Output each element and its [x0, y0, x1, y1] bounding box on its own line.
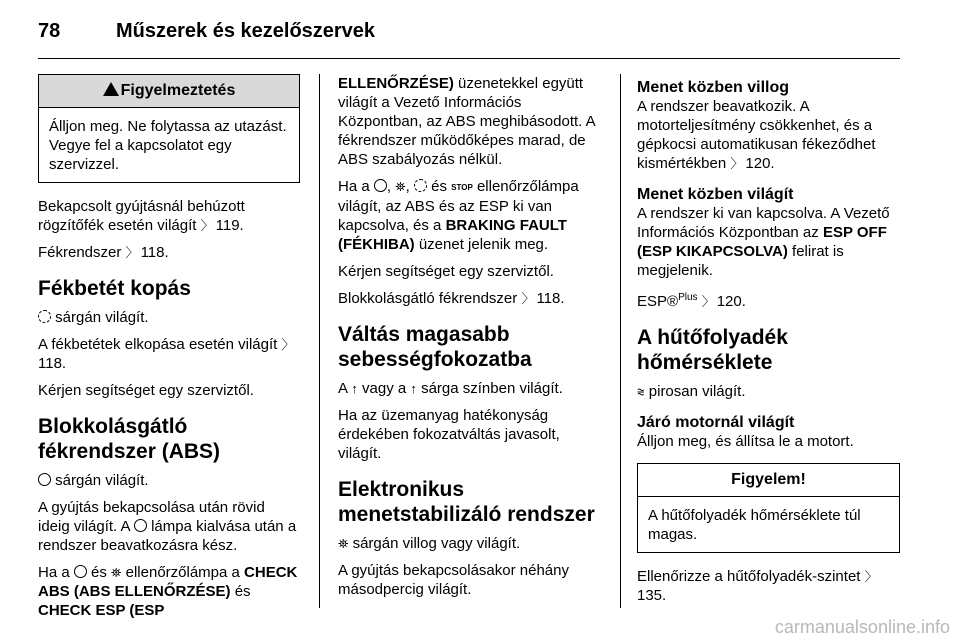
lit-text: A rendszer ki van kapcsolva. A Vezető Információs Központban az ESP OFF (ESP KIKAPCSOLVA) felirat is megjelenik.: [637, 205, 890, 279]
heading-flash: Menet közben villog: [637, 79, 790, 96]
heading-lit: Menet közben világít: [637, 186, 794, 203]
pad-text: A fékbetétek elkopása esetén világít 〉118.: [38, 336, 295, 372]
column-1: [38, 74, 300, 628]
column-3: [637, 74, 900, 613]
warning-box: [38, 74, 300, 183]
page-ref[interactable]: 118.: [536, 290, 565, 307]
page-ref[interactable]: 119.: [215, 217, 244, 234]
brake-fault-text: Ha a , ⛯, és STOP ellenőrzőlámpa világít, az ABS és az ESP ki van kapcsolva, és a BRAKING FAULT (FÉKHIBA) üzenet jelenik meg.: [338, 178, 579, 253]
flash-text: A rendszer beavatkozik. A motorteljesítmény csökkenhet, és a gépkocsi automatikusan fékeződhet kismértékben 〉 120.: [637, 98, 876, 172]
page-title: Műszerek és kezelőszervek: [116, 20, 376, 42]
traction-icon: ⛯: [395, 179, 406, 194]
pad-service: Kérjen segítséget egy szerviztől.: [38, 382, 254, 399]
note-body: A hűtőfolyadék hőmérséklete túl magas.: [648, 507, 861, 543]
engine-running-text: Álljon meg, és állítsa le a motort.: [637, 433, 854, 450]
note-box: [637, 463, 900, 553]
page-ref[interactable]: 120.: [745, 155, 775, 172]
ref-arrow-icon: 〉: [701, 294, 715, 309]
page-ref[interactable]: 135.: [637, 587, 667, 604]
pad-status: sárgán világít.: [38, 308, 300, 327]
coolant-level-text: Ellenőrizze a hűtőfolyadék-szintet 〉135.: [637, 568, 878, 604]
ref-arrow-icon: 〉: [200, 218, 214, 233]
heading-brake-pad: Fékbetét kopás: [38, 277, 191, 300]
abs-icon: [374, 179, 387, 192]
abs-fault-text: Ha a és ⛯ ellenőrzőlámpa a CHECK ABS (ABS ELLENŐRZÉSE) és CHECK ESP (ESP: [38, 564, 298, 619]
ref-arrow-icon: 〉: [864, 569, 878, 584]
heading-abs: Blokkolásgátló fékrendszer (ABS): [38, 415, 221, 463]
upshift-icon: ↑: [351, 381, 358, 396]
coolant-status: ⩬ pirosan világít.: [637, 383, 746, 400]
upshift-icon: ↑: [410, 381, 417, 396]
warning-title: Figyelmeztetés: [120, 82, 236, 99]
abs-icon: [38, 473, 51, 486]
page-ref[interactable]: 118.: [140, 244, 169, 261]
esp-text: A gyújtás bekapcsolásakor néhány másodpercig világít.: [338, 562, 569, 598]
abs-icon: [74, 565, 87, 578]
traction-icon: ⛯: [111, 565, 122, 580]
column-divider-1: [319, 74, 320, 608]
abs-fault-cont: ELLENŐRZÉSE) üzenetekkel együtt világít a Vezető Információs Központban, az ABS meghibásodott. A fékrendszer működőképes marad, de ABS szabályozás nélkül.: [338, 75, 595, 168]
parking-brake-text: Bekapcsolt gyújtásnál behúzott rögzítőfék esetén világít 〉 119.: [38, 198, 245, 234]
coolant-temp-icon: ⩬: [637, 384, 645, 399]
heading-coolant: A hűtőfolyadék hőmérséklete: [637, 326, 788, 374]
shift-text: Ha az üzemanyag hatékonyság érdekében fokozatváltás javasolt, világít.: [338, 407, 560, 462]
abs-icon: [134, 519, 147, 532]
ref-arrow-icon: 〉: [125, 245, 139, 260]
ref-arrow-icon: 〉: [730, 156, 744, 171]
watermark: carmanualsonline.info: [774, 617, 950, 637]
abs-ref: Blokkolásgátló fékrendszer 〉 118.: [338, 290, 565, 307]
page-ref[interactable]: 120.: [716, 293, 746, 310]
column-2: [338, 74, 606, 607]
header-rule: [38, 58, 900, 59]
ref-arrow-icon: 〉: [281, 337, 295, 352]
ref-arrow-icon: 〉: [521, 291, 535, 306]
warning-box-header: [39, 75, 299, 108]
abs-status: sárgán világít.: [38, 471, 300, 490]
stop-icon: STOP: [451, 183, 473, 192]
warning-body: Álljon meg. Ne folytassa az utazást. Vegye fel a kapcsolatot egy szervizzel.: [49, 118, 287, 173]
esp-status: ⛯ sárgán villog vagy világít.: [338, 535, 521, 552]
espplus-ref: ESP®$^{Plus}$ 〉 120.: [637, 292, 746, 310]
note-box-header: Figyelem!: [638, 464, 899, 497]
column-divider-2: [620, 74, 621, 608]
heading-shift: Váltás magasabb sebességfokozatba: [338, 323, 532, 371]
abs-text: A gyújtás bekapcsolása után rövid ideig világít. A lámpa kialvása után a rendszer beavatkozásra kész.: [38, 499, 297, 554]
warning-icon: [103, 82, 119, 96]
brake-pad-icon: [38, 310, 51, 323]
heading-esp: Elektronikus menetstabilizáló rendszer: [338, 478, 595, 526]
traction-icon: ⛯: [338, 536, 349, 551]
brake-icon: [414, 179, 427, 192]
page-ref[interactable]: 118.: [38, 355, 67, 372]
shift-status: A ↑ vagy a ↑ sárga színben világít.: [338, 380, 563, 397]
page-number: 78: [38, 20, 61, 42]
service-text: Kérjen segítséget egy szerviztől.: [338, 263, 554, 280]
heading-engine-running: Járó motornál világít: [637, 414, 795, 431]
brake-system-ref: Fékrendszer 〉 118.: [38, 244, 169, 261]
page-header: [38, 14, 900, 54]
